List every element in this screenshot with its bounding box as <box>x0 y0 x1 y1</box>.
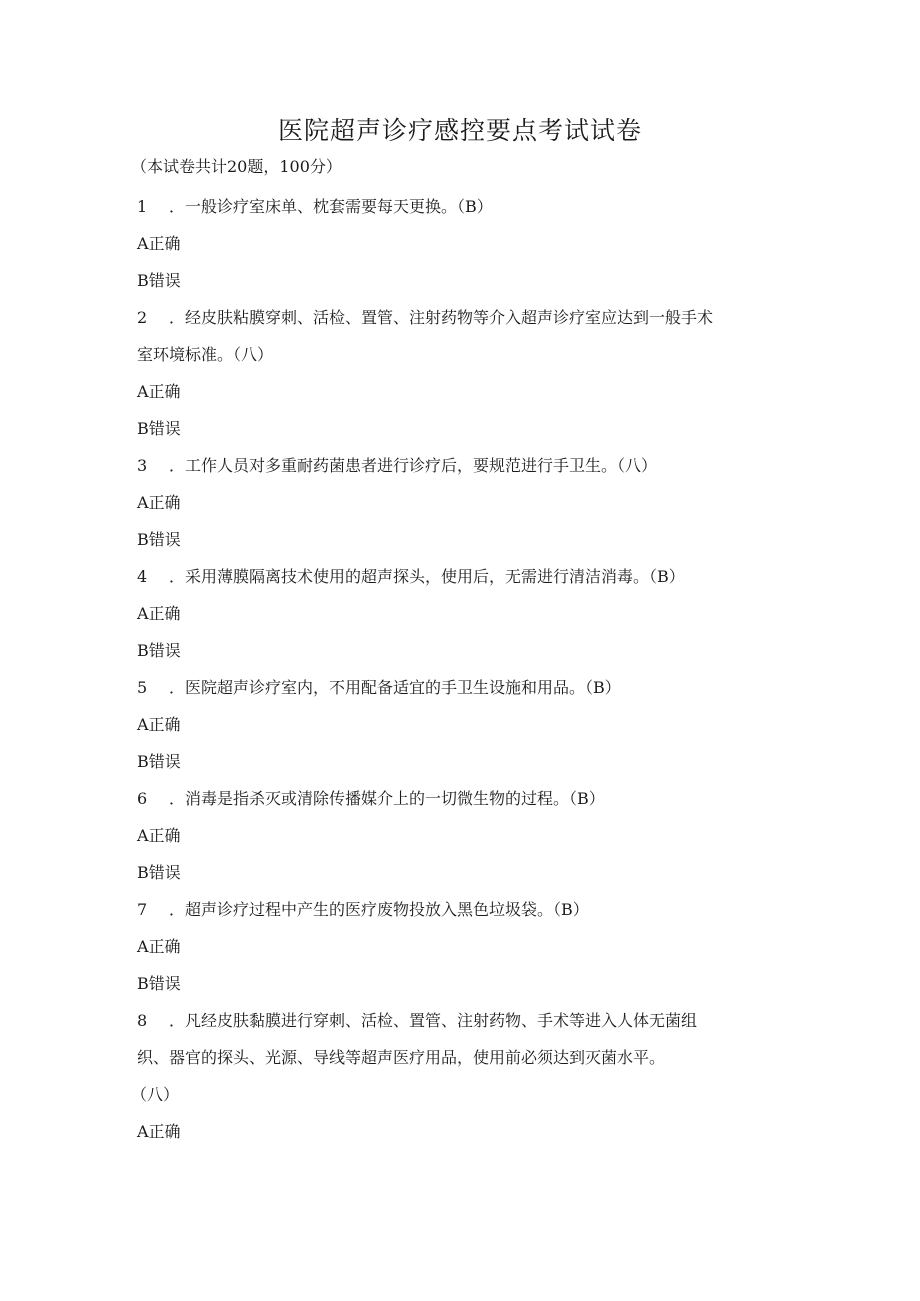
option-b: B错误 <box>137 419 181 438</box>
question-text: ．一般诊疗室床单、枕套需要每天更换。（B） <box>169 197 493 216</box>
question-text: ．超声诊疗过程中产生的医疗废物投放入黑色垃圾袋。（B） <box>169 900 589 919</box>
question-answer: （八） <box>131 1085 180 1104</box>
option-a: A正确 <box>137 604 181 623</box>
question-4 <box>137 564 797 601</box>
option-b: B错误 <box>137 641 181 660</box>
option-b: B错误 <box>137 530 181 549</box>
question-8 <box>137 1008 797 1045</box>
option-a: A正确 <box>137 493 181 512</box>
question-number: 6 <box>137 789 148 808</box>
option-a: A正确 <box>137 382 181 401</box>
question-6 <box>137 786 797 823</box>
question-text: ．工作人员对多重耐药菌患者进行诊疗后，要规范进行手卫生。（八） <box>169 456 658 475</box>
question-3 <box>137 453 797 490</box>
question-text-continued: 织、器官的探头、光源、导线等超声医疗用品，使用前必须达到灭菌水平。 <box>137 1048 666 1067</box>
question-list <box>131 194 797 1156</box>
document-subtitle: （本试卷共计20题，100分） <box>131 157 342 176</box>
question-1 <box>137 194 797 231</box>
question-number: 1 <box>137 197 148 216</box>
question-number: 5 <box>137 678 148 697</box>
option-a: A正确 <box>137 937 181 956</box>
option-a: A正确 <box>137 826 181 845</box>
question-2 <box>137 305 797 342</box>
option-a: A正确 <box>137 234 181 253</box>
question-text: ．医院超声诊疗室内，不用配备适宜的手卫生设施和用品。（B） <box>169 678 621 697</box>
option-a: A正确 <box>137 715 181 734</box>
question-text: ．消毒是指杀灭或清除传播媒介上的一切微生物的过程。（B） <box>169 789 605 808</box>
question-number: 2 <box>137 308 148 327</box>
question-number: 3 <box>137 456 148 475</box>
question-7 <box>137 897 797 934</box>
question-5 <box>137 675 797 712</box>
option-b: B错误 <box>137 271 181 290</box>
question-number: 8 <box>137 1011 148 1030</box>
option-b: B错误 <box>137 863 181 882</box>
question-text-continued: 室环境标准。（八） <box>137 345 274 364</box>
question-text: ．采用薄膜隔离技术使用的超声探头，使用后，无需进行清洁消毒。（B） <box>169 567 685 586</box>
option-b: B错误 <box>137 974 181 993</box>
question-number: 4 <box>137 567 148 586</box>
option-b: B错误 <box>137 752 181 771</box>
question-text: ．经皮肤粘膜穿刺、活检、置管、注射药物等介入超声诊疗室应达到一般手术 <box>169 308 714 327</box>
document-title: 医院超声诊疗感控要点考试试卷 <box>277 116 642 145</box>
question-number: 7 <box>137 900 148 919</box>
option-a: A正确 <box>137 1122 181 1141</box>
question-text: ．凡经皮肤黏膜进行穿刺、活检、置管、注射药物、手术等进入人体无菌组 <box>169 1011 698 1030</box>
